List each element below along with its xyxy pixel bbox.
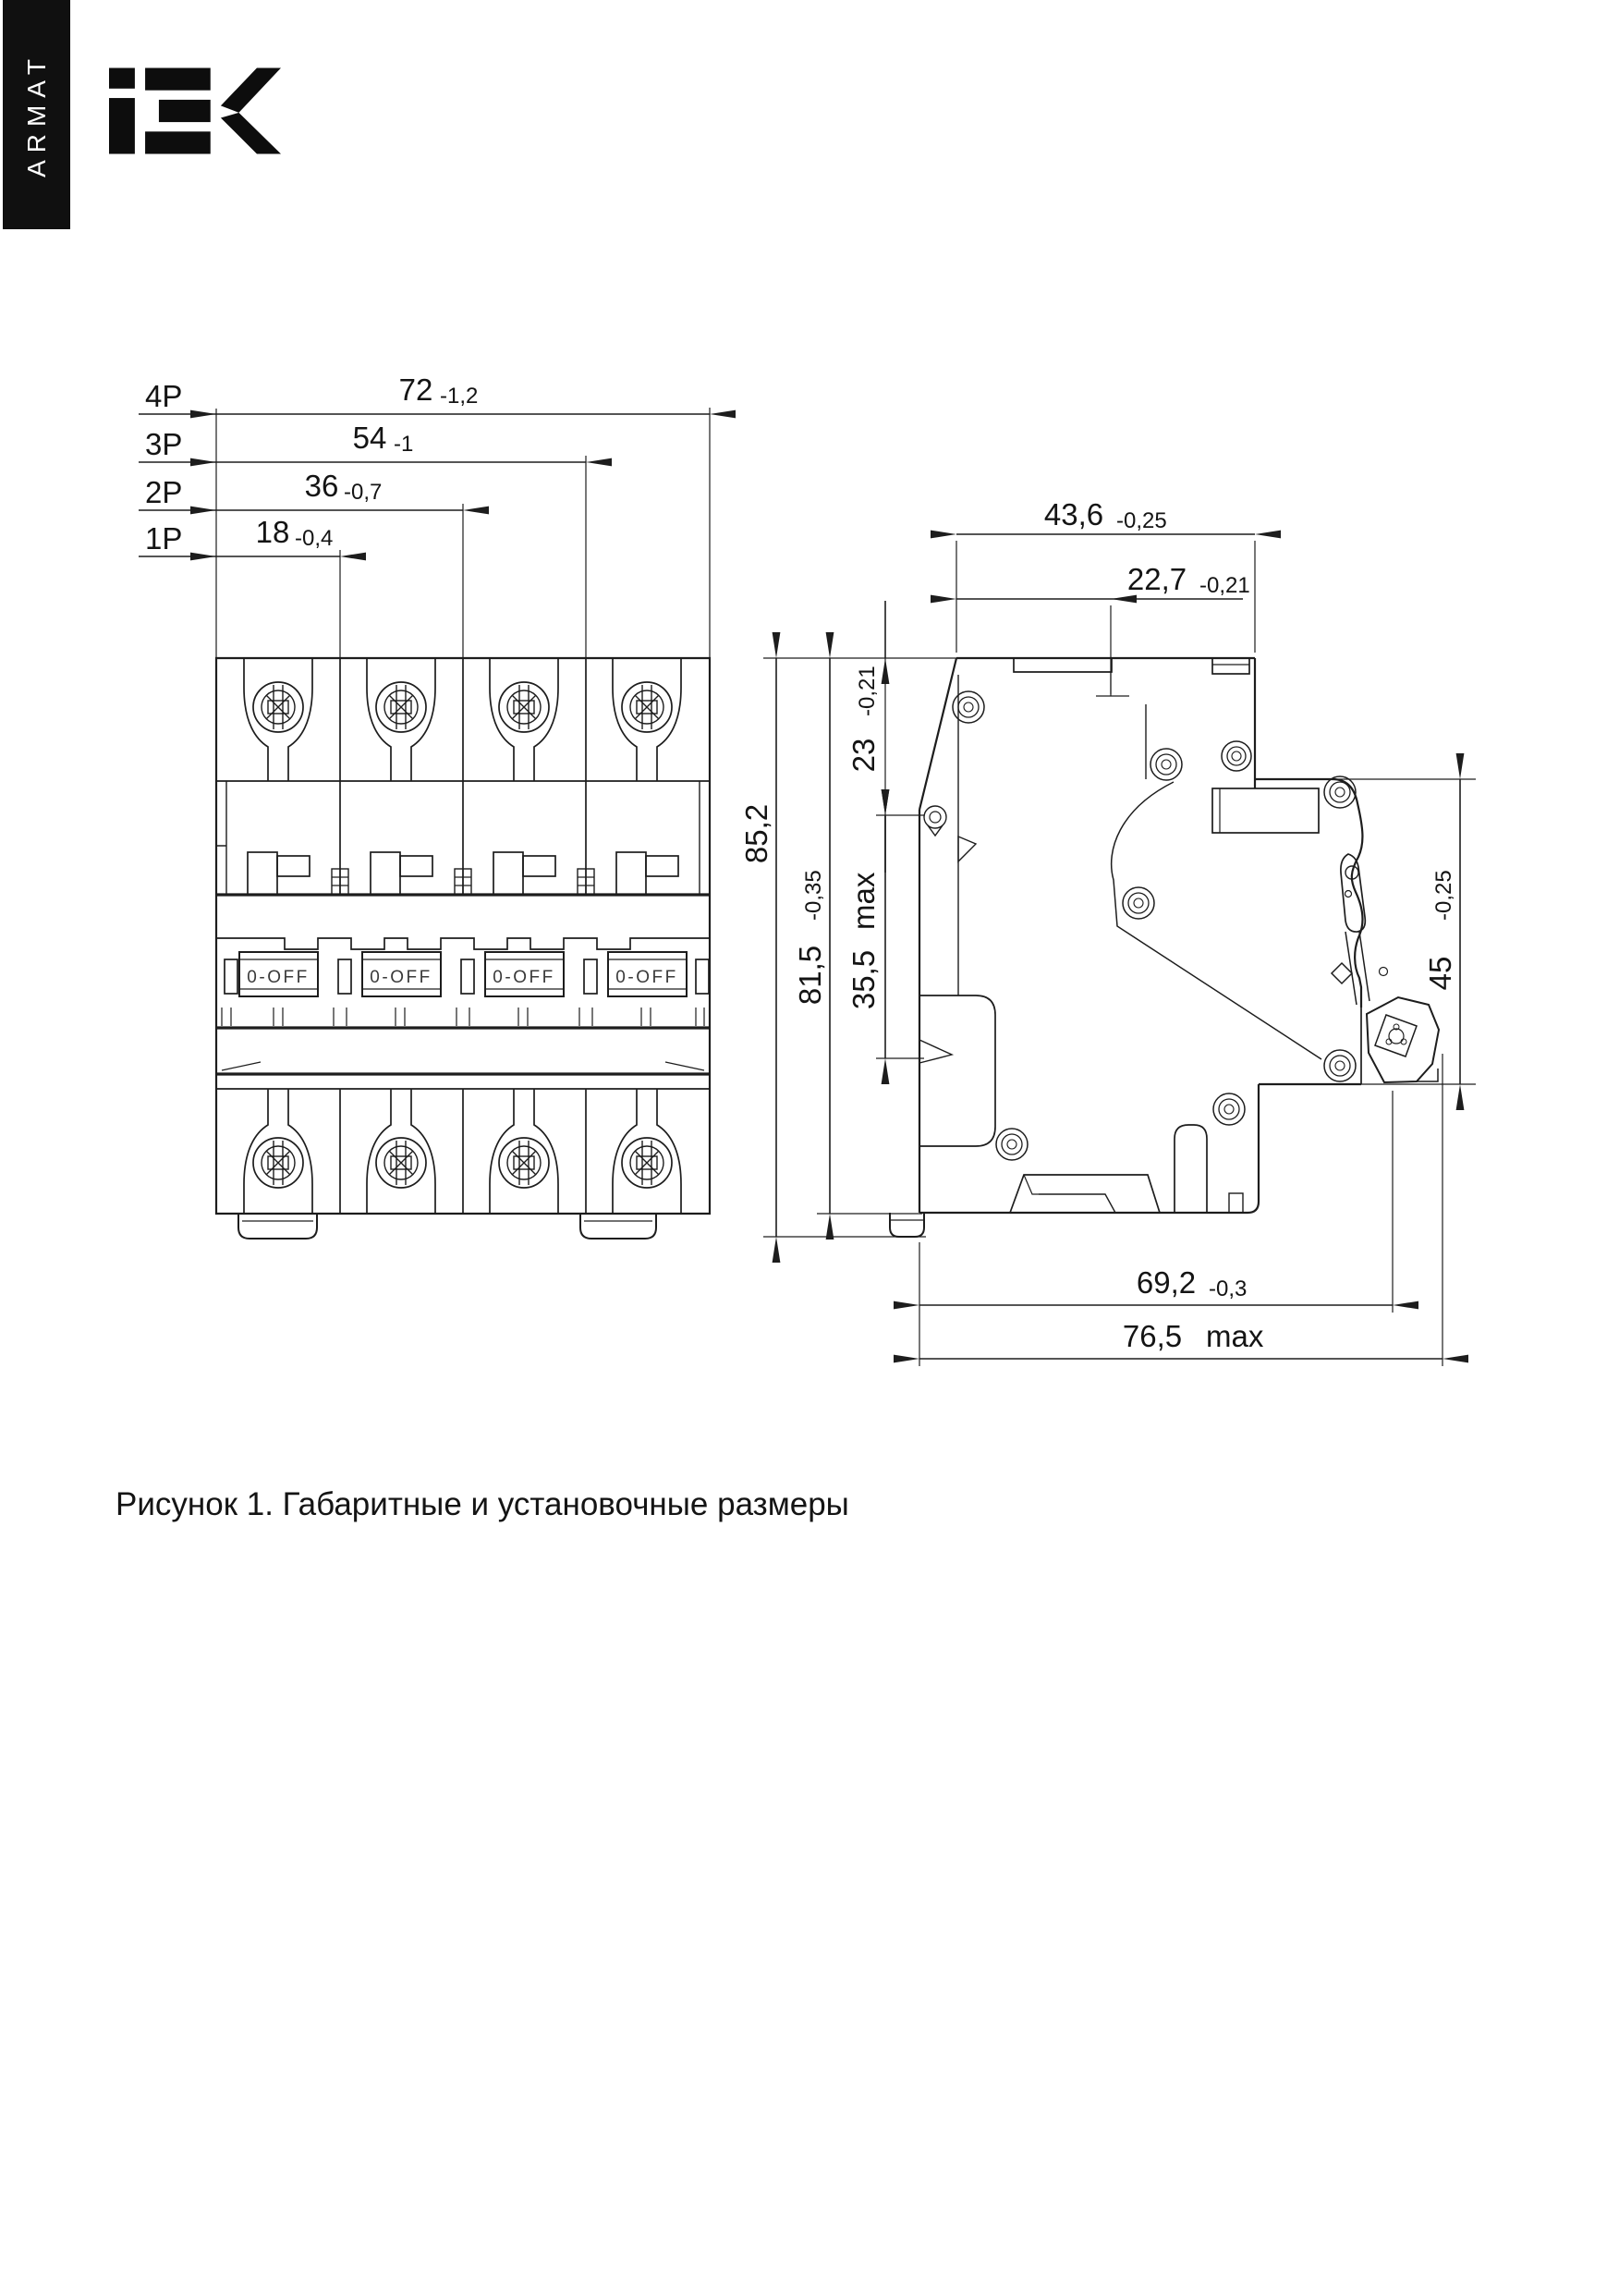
pole-row-label: 2P [145,475,183,509]
dim-value: 69,2 [1136,1265,1197,1300]
pole-row-label: 1P [145,521,183,556]
dim-value: 85,2 [739,803,773,864]
din-rail-recess [919,995,995,1146]
dim-value: 18 [255,515,290,549]
mechanism-lines [1112,782,1321,1059]
figure-caption: Рисунок 1. Габаритные и установочные размеры [116,1486,849,1522]
dim-value: 54 [352,421,387,455]
dim-value: 81,5 [793,945,827,1006]
front-view [216,658,710,1239]
dim-value: 43,6 [1043,497,1104,531]
switch-label: 0-OFF [615,968,678,987]
dim-tolerance: -0,21 [855,666,880,716]
pole-4 [608,658,687,1214]
latch-lock [1367,997,1439,1082]
toggle-handle [1341,854,1369,1005]
technical-drawing [0,370,1619,1460]
iek-logo [109,65,281,157]
dim-tolerance: -0,21 [1199,573,1250,598]
armat-label: ARMAT [21,52,51,177]
dim-tolerance: -1,2 [440,384,479,409]
bottom-slot [1175,1125,1207,1213]
dim-tolerance: -0,25 [1431,870,1456,921]
screw-bosses [924,691,1356,1160]
switch-label: 0-OFF [493,968,555,987]
dim-tolerance: -0,25 [1116,508,1167,533]
armat-sidebar [3,0,70,229]
switch-label: 0-OFF [247,968,310,987]
dim-tolerance: -0,4 [295,526,334,551]
side-view [890,658,1439,1237]
pole-row-label: 4P [145,379,183,413]
pole-row-label: 3P [145,427,183,461]
dim-tolerance: -0,35 [801,870,826,921]
comb-ticks [222,1008,704,1026]
pole-3 [485,658,564,1214]
detail-diamond [1332,963,1352,983]
dim-value: 22,7 [1126,562,1187,596]
dim-value: 72 [398,372,433,407]
dim-value: 76,5 [1122,1319,1183,1353]
switch-label: 0-OFF [370,968,432,987]
pole-1 [239,658,318,1214]
side-view-dimensions [739,497,1476,1366]
dim-value: 23 [846,738,881,773]
dim-value: 35,5 [846,949,881,1010]
dim-value: 36 [304,469,339,503]
pole-2 [362,658,441,1214]
rail-stop-wedges [919,837,976,1063]
iek-logo-glyphs [109,68,281,154]
din-clips [238,1214,656,1239]
dim-tolerance: -0,3 [1209,1276,1248,1301]
dim-suffix: max [846,872,881,930]
dim-value: 45 [1423,956,1457,991]
front-view-dimensions [139,372,710,658]
dim-tolerance: -0,7 [344,480,383,505]
dim-tolerance: -1 [394,432,414,457]
dim-suffix: max [1206,1319,1264,1353]
